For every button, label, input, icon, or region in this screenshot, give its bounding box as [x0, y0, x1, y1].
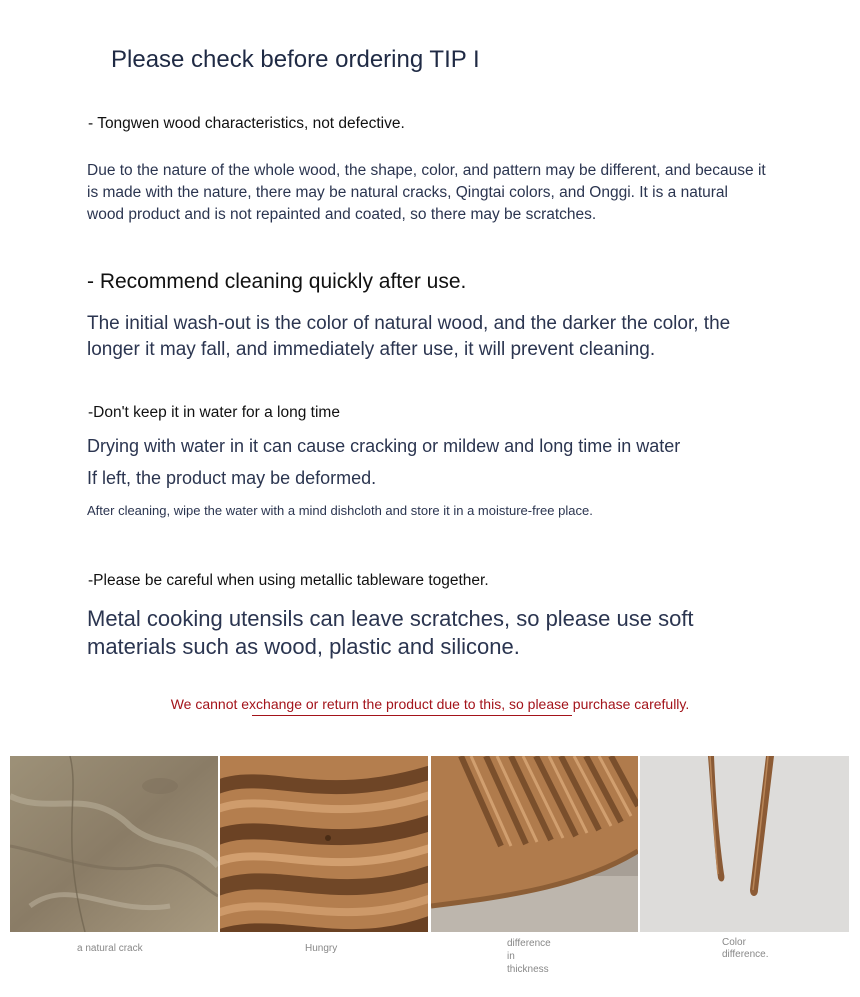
section-body-metallic: Metal cooking utensils can leave scratches, so please use soft materials such as wood, plastic and silicone. — [87, 606, 694, 659]
caption-hungry: Hungry — [305, 943, 338, 954]
warning-notice: We cannot exchange or return the product due to this, so please purchase carefully. — [170, 696, 690, 712]
caption-color-line: Color — [722, 937, 746, 948]
photo-utensil-handles — [640, 756, 849, 932]
photo-ridged-tray — [431, 756, 638, 932]
section-heading-wood-characteristics: - Tongwen wood characteristics, not defective. — [88, 115, 405, 132]
photo-natural-crack — [10, 756, 218, 932]
caption-natural-crack: a natural crack — [77, 943, 143, 954]
caption-thickness-line: difference — [507, 938, 551, 949]
section-body-water-line-2: If left, the product may be deformed. — [87, 468, 377, 488]
section-body-water-line-1: Drying with water in it can cause cracking or mildew and long time in water — [87, 436, 681, 456]
section-heading-water: -Don't keep it in water for a long time — [88, 404, 340, 421]
section-body-cleaning: The initial wash-out is the color of natural wood, and the darker the color, the longer it may fall, and immediately after use, it will prevent cleaning. — [87, 313, 731, 360]
warning-underline — [252, 715, 572, 716]
caption-thickness — [507, 937, 551, 976]
section-body-water-line-3: After cleaning, wipe the water with a mind dishcloth and store it in a moisture-free place. — [87, 503, 593, 518]
photo-carved-wave — [220, 756, 428, 932]
section-body-wood-characteristics: Due to the nature of the whole wood, the shape, color, and pattern may be different, and because it is made with the nature, there may be natural cracks, Qingtai colors, and Onggi. It is a natural wood product and is not repainted and coated, so there may be scratches. — [87, 162, 766, 223]
caption-thickness-line: thickness — [507, 964, 549, 975]
section-heading-cleaning: - Recommend cleaning quickly after use. — [87, 270, 467, 293]
tip-title: Please check before ordering TIP I — [111, 46, 480, 73]
caption-color-line: difference. — [722, 949, 769, 960]
section-heading-metallic: -Please be careful when using metallic tableware together. — [88, 572, 489, 589]
caption-thickness-line: in — [507, 951, 515, 962]
caption-color — [722, 937, 769, 961]
